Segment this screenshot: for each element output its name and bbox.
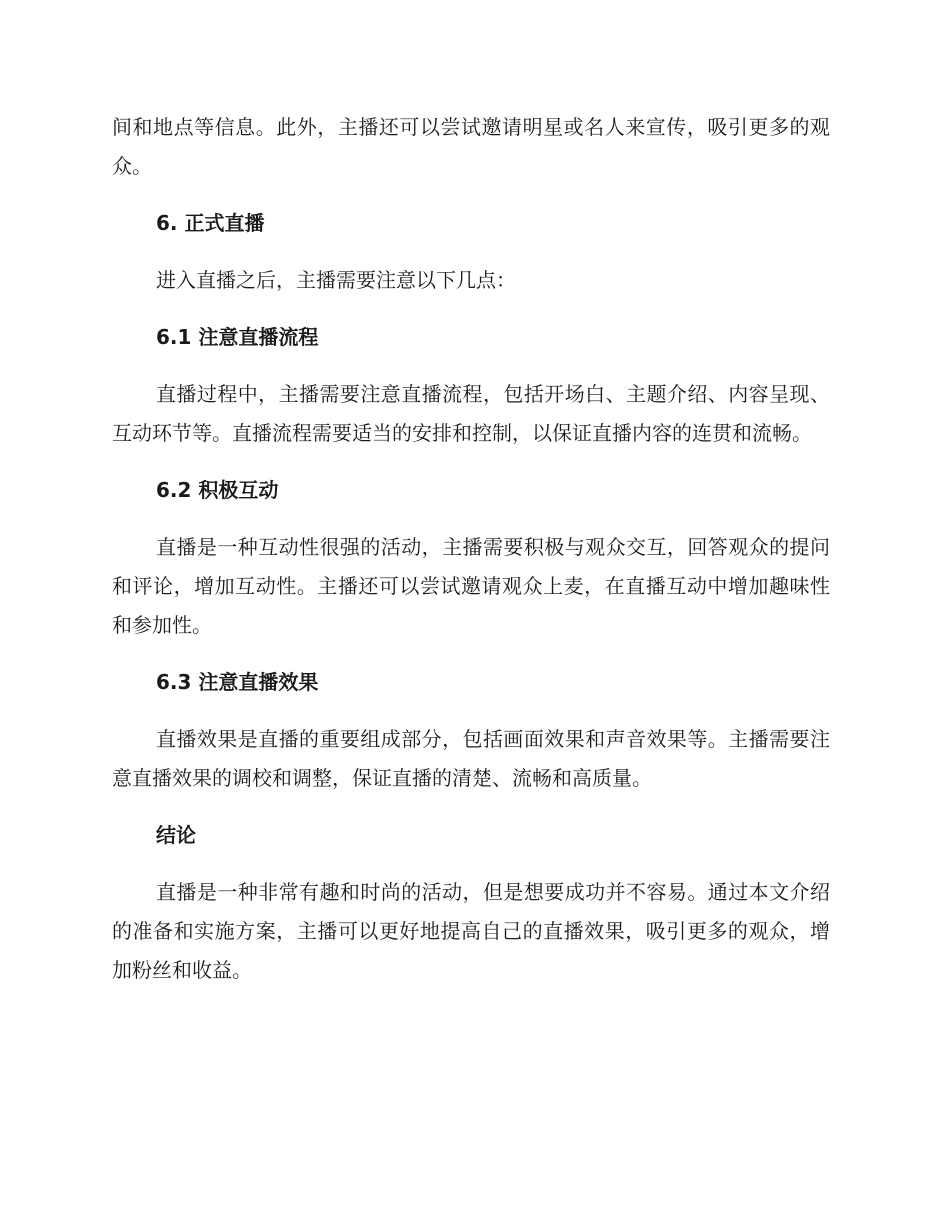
document-page <box>112 108 830 1008</box>
paragraph-6-2: 直播是一种互动性很强的活动，主播需要积极与观众交互，回答观众的提问和评论，增加互动性。主播还可以尝试邀请观众上麦，在直播互动中增加趣味性和参加性。 <box>112 535 830 637</box>
section-heading-conclusion: 结论 <box>156 823 196 847</box>
paragraph-continued: 间和地点等信息。此外，主播还可以尝试邀请明星或名人来宣传，吸引更多的观众。 <box>112 115 830 178</box>
paragraph-intro: 进入直播之后，主播需要注意以下几点： <box>156 268 516 292</box>
section-heading-6-3: 6.3 注意直播效果 <box>156 670 319 694</box>
section-heading-6-2: 6.2 积极互动 <box>156 478 279 502</box>
paragraph-6-1: 直播过程中，主播需要注意直播流程，包括开场白、主题介绍、内容呈现、互动环节等。直播流程需要适当的安排和控制，以保证直播内容的连贯和流畅。 <box>112 382 830 445</box>
paragraph-6-3: 直播效果是直播的重要组成部分，包括画面效果和声音效果等。主播需要注意直播效果的调校和调整，保证直播的清楚、流畅和高质量。 <box>112 727 830 790</box>
paragraph-conclusion: 直播是一种非常有趣和时尚的活动，但是想要成功并不容易。通过本文介绍的准备和实施方案，主播可以更好地提高自己的直播效果，吸引更多的观众，增加粉丝和收益。 <box>112 880 830 982</box>
section-heading-6: 6. 正式直播 <box>156 211 265 235</box>
section-heading-6-1: 6.1 注意直播流程 <box>156 325 319 349</box>
